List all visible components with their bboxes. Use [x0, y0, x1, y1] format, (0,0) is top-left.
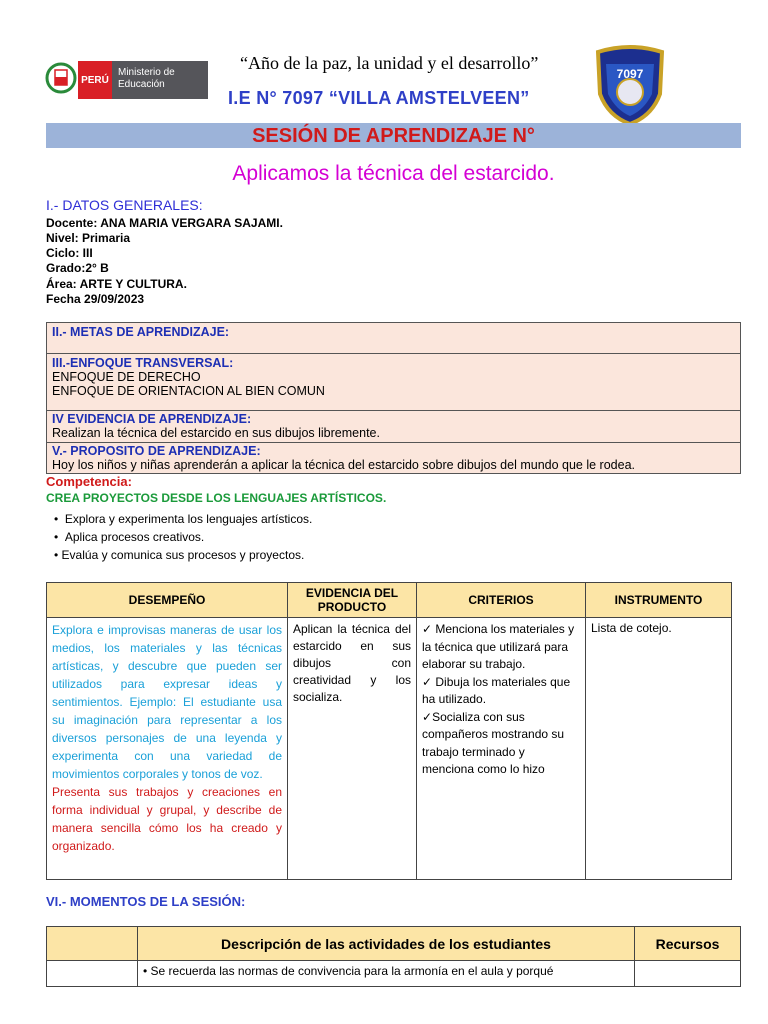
- criterio-item: ✓Socializa con sus compañeros mostrando su trabajo terminado y menciona como lo hizo: [422, 709, 565, 776]
- check-icon: ✓: [422, 709, 433, 724]
- proposito-box: [46, 442, 741, 474]
- enfoque-box: [46, 353, 741, 411]
- momentos-heading: VI.- MOMENTOS DE LA SESIÓN:: [46, 894, 246, 909]
- header-desempeno: DESEMPEÑO: [47, 583, 288, 618]
- session-title: SESIÓN DE APRENDIZAJE N°: [252, 125, 535, 147]
- momentos-header-blank: [47, 927, 138, 961]
- datos-grado: Grado:2° B: [46, 261, 109, 275]
- evidencia-heading: IV EVIDENCIA DE APRENDIZAJE:: [52, 412, 252, 426]
- evidencia-text: Realizan la técnica del estarcido en sus dibujos libremente.: [52, 426, 380, 440]
- momentos-header-descripcion: Descripción de las actividades de los estudiantes: [138, 927, 635, 961]
- momento-description: • Se recuerda las normas de convivencia para la armonía en el aula y porqué: [138, 961, 635, 987]
- session-subtitle: Aplicamos la técnica del estarcido.: [232, 162, 555, 185]
- momentos-table: [46, 926, 741, 987]
- shield-number: 7097: [616, 67, 644, 81]
- peru-logo: PERÚ: [78, 61, 112, 99]
- competencia-label: Competencia:: [46, 474, 132, 489]
- datos-nivel: Nivel: Primaria: [46, 231, 131, 245]
- peru-coat-of-arms-icon: [44, 60, 78, 96]
- proposito-heading: V.- PROPOSITO DE APRENDIZAJE:: [52, 444, 261, 458]
- capacidad-item: • Explora y experimenta los lenguajes artísticos.: [54, 512, 313, 526]
- datos-heading: I.- DATOS GENERALES:: [46, 197, 203, 213]
- header-criterios: CRITERIOS: [417, 583, 586, 618]
- evidencia-cell: Aplican la técnica del estarcido en sus dibujos con creatividad y los socializa.: [288, 618, 417, 880]
- enfoque-line-1: ENFOQUE DE DERECHO: [52, 370, 201, 384]
- momentos-header-recursos: Recursos: [635, 927, 741, 961]
- desempeno-presenta: Presenta sus trabajos y creaciones en forma individual y grupal, y describe de manera sencilla cómo los ha creado y organizado.: [52, 785, 282, 853]
- check-icon: ✓: [422, 674, 436, 689]
- competencia-name: CREA PROYECTOS DESDE LOS LENGUAJES ARTÍSTICOS.: [46, 491, 387, 505]
- check-icon: ✓: [422, 622, 436, 636]
- enfoque-line-2: ENFOQUE DE ORIENTACION AL BIEN COMUN: [52, 384, 325, 398]
- ministry-logo: Ministerio de Educación: [112, 61, 208, 99]
- criterio-item: ✓ Dibuja los materiales que ha utilizado.: [422, 674, 571, 706]
- desempeno-cell: [47, 618, 288, 880]
- capacidad-item: • Evalúa y comunica sus procesos y proyectos.: [54, 548, 305, 562]
- desempeno-text: Explora e improvisas maneras de usar los medios, los materiales y las técnicas artísticas, y descubre que pueden ser utilizados para expresar ideas y sentimientos. Ejemplo: El estudiante usa su imaginación para representar a los diversos personajes de una leyenda y experimenta con una variedad de movimientos corporales y tonos de voz.: [52, 623, 282, 781]
- instrumento-cell: Lista de cotejo.: [586, 618, 732, 880]
- datos-ciclo: Ciclo: III: [46, 246, 93, 260]
- criterios-cell: [417, 618, 586, 880]
- metas-box: [46, 322, 741, 354]
- datos-docente: Docente: ANA MARIA VERGARA SAJAMI.: [46, 216, 283, 230]
- evidencia-box: [46, 410, 741, 443]
- desempeno-table: [46, 582, 732, 880]
- datos-area: Área: ARTE Y CULTURA.: [46, 277, 187, 291]
- momento-cell: [47, 961, 138, 987]
- momento-recursos: [635, 961, 741, 987]
- header-instrumento: INSTRUMENTO: [586, 583, 732, 618]
- enfoque-heading: III.-ENFOQUE TRANSVERSAL:: [52, 356, 234, 370]
- datos-fecha: Fecha 29/09/2023: [46, 292, 145, 306]
- proposito-text: Hoy los niños y niñas aprenderán a aplicar la técnica del estarcido sobre dibujos del mundo que le rodea.: [52, 458, 635, 472]
- capacidad-item: • Aplica procesos creativos.: [54, 530, 205, 544]
- year-motto: “Año de la paz, la unidad y el desarrollo”: [240, 53, 539, 73]
- school-name: I.E N° 7097 “VILLA AMSTELVEEN”: [228, 88, 530, 108]
- criterio-item: ✓ Menciona los materiales y la técnica que utilizará para elaborar su trabajo.: [422, 622, 575, 671]
- school-shield-icon: [592, 44, 668, 126]
- header-evidencia: EVIDENCIA DEL PRODUCTO: [288, 583, 417, 618]
- metas-heading: II.- METAS DE APRENDIZAJE:: [52, 325, 230, 339]
